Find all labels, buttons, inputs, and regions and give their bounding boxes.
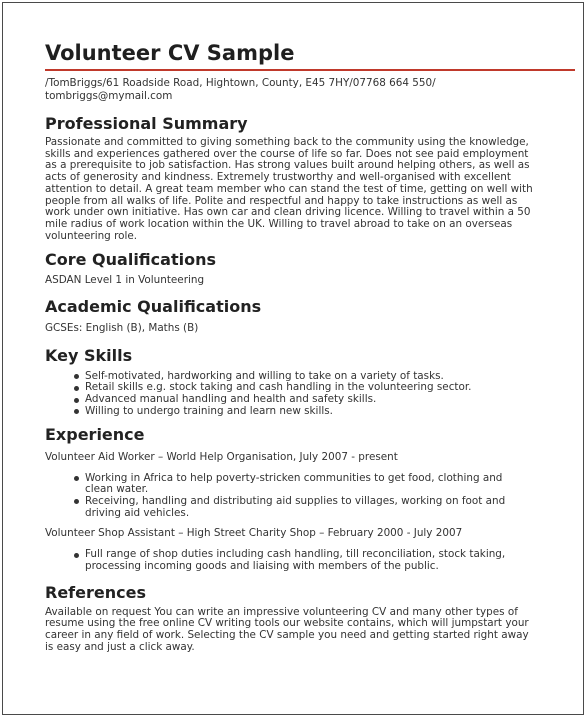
summary-line: skills and experiences gathered over the course of life so far. Does not see paid employment [45,147,529,160]
key-skills-list [45,371,579,418]
core-qualifications-heading: Core Qualifications [45,250,216,270]
summary-line: as a prerequisite to job satisfaction. Has strong values built around helping others, as well as [45,159,530,172]
list-item [85,496,579,519]
academic-qualifications-heading: Academic Qualifications [45,297,262,317]
references-line: is easy and just a click away. [45,640,195,653]
job-duties-list [45,549,579,572]
contact-email: tombriggs@mymail.com [45,90,173,102]
contact-address: /TomBriggs/61 Roadside Road, Hightown, County, E45 7HY/07768 664 550/ [45,77,436,89]
references-line: Available on request You can write an impressive volunteering CV and many other types of [45,605,518,618]
bullet-line: processing incoming goods and liaising with members of the public. [85,560,439,573]
summary-line: work under own initiative. Has own car and clean driving licence. Willing to travel within a 50 [45,206,531,219]
references-line: resume using the free online CV writing tools our website contains, which will jumpstart your [45,617,529,630]
list-item: Willing to undergo training and learn new skills. [85,406,579,418]
job-title: Volunteer Shop Assistant – High Street Charity Shop – February 2000 - July 2007 [45,527,463,540]
summary-line: acts of generosity and kindness. Extremely trustworthy and well-organised with excellent [45,171,511,184]
bullet-line: Receiving, handling and distributing aid supplies to villages, working on foot and [85,494,506,507]
references-heading: References [45,582,146,602]
summary-line: people from all walks of life. Polite and respectful and happy to take instructions as well as [45,194,518,207]
summary-line: mile radius of work location within the UK. Willing to travel abroad to take on an overseas [45,217,513,230]
cv-name: Volunteer CV Sample [45,41,295,65]
bullet-line: Full range of shop duties including cash handling, till reconciliation, stock taking, [85,548,506,561]
job-duties-list [45,473,579,520]
experience-heading: Experience [45,424,145,444]
bullet-line: Working in Africa to help poverty-stricken communities to get food, clothing and [85,471,503,484]
bullet-line: driving aid vehicles. [85,506,190,519]
academic-qualifications-text: GCSEs: English (B), Maths (B) [45,322,199,335]
job-title: Volunteer Aid Worker – World Help Organisation, July 2007 - present [45,450,398,463]
summary-line: volunteering role. [45,229,138,242]
core-qualifications-text: ASDAN Level 1 in Volunteering [45,274,205,287]
list-item: Retail skills e.g. stock taking and cash handling in the volunteering sector. [85,382,579,394]
list-item [85,473,579,496]
cv-content [45,13,579,654]
references-paragraph [45,607,579,654]
list-item: Self-motivated, hardworking and willing to take on a variety of tasks. [85,371,579,383]
bullet-line: clean water. [85,483,149,496]
cv-page [2,2,584,715]
references-line: career in any field of work. Selecting the CV sample you need and getting started right away [45,629,529,642]
summary-heading: Professional Summary [45,114,248,133]
title-underline [45,69,575,71]
summary-paragraph [45,137,579,242]
summary-line: Passionate and committed to giving something back to the community using the knowledge, [45,136,529,148]
list-item [85,549,579,572]
key-skills-heading: Key Skills [45,345,133,365]
summary-line: attention to detail. A great team member who can stand the test of time, getting on well with [45,182,533,195]
list-item: Advanced manual handling and health and safety skills. [85,394,579,406]
